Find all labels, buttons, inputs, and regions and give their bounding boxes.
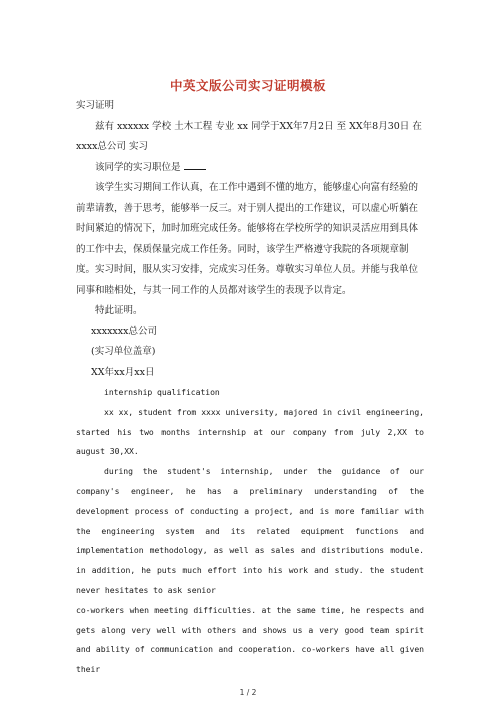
- cn-closing: 特此证明。: [95, 305, 143, 316]
- cn-company: xxxxxxx总公司: [91, 325, 158, 337]
- cn-paragraph-1: 兹有 xxxxxx 学校 土木工程 专业 xx 同学于XX年7月2日 至 XX年8月30日 在 xxxx总公司 实习: [76, 120, 422, 152]
- cn-paragraph-2: [76, 158, 424, 179]
- document-title: 中英文版公司实习证明模板: [169, 78, 326, 93]
- en-paragraph-2a: during the student's internship, under the guidance of our company's engineer, he has a preliminary understanding of the development process of conducting a project, and is more familiar with the engineering system and its related equipment functions and implementation methodology, as well as sales and distributions module. in addition, he puts much effort into his work and study. the student never hesitates to ask senior: [76, 466, 424, 595]
- cn-heading: 实习证明: [76, 100, 115, 111]
- en-paragraph-2b: co-workers when meeting difficulties. at the same time, he respects and gets along very well with others and shows us a very good team spirit and ability of communication and cooperation. co-workers have all given their: [76, 604, 424, 675]
- cn-paragraph-3: 该学生实习期间工作认真，在工作中遇到不懂的地方，能够虚心向富有经验的前辈请教，善于思考，能够举一反三。对于别人提出的工作建议，可以虚心听躺在时间紧迫的情况下，加时加班完成任务。能够将在学校所学的知识灵活应用到具体的工作中去，保质保量完成工作任务。同时，该学生严格遵守我院的各项规章制度。实习时间，服从实习安排，完成实习任务。尊敬实习单位人员。并能与我单位同事和睦相处，与其一同工作的人员都对该学生的表现予以肯定。: [76, 182, 419, 296]
- page-number: 1 / 2: [239, 688, 257, 697]
- cn-seal-note: (实习单位盖章): [91, 346, 156, 357]
- position-blank: [184, 160, 206, 170]
- en-heading: internship qualification: [104, 387, 220, 397]
- cn-position-label: 该同学的实习职位是: [95, 161, 184, 173]
- en-paragraph-1: xx xx, student from xxxx university, majored in civil engineering, started his two months internship at our company from july 2,XX to august 30,XX.: [76, 406, 424, 457]
- cn-date: XX年xx月xx日: [91, 366, 155, 378]
- document-body: [76, 96, 424, 680]
